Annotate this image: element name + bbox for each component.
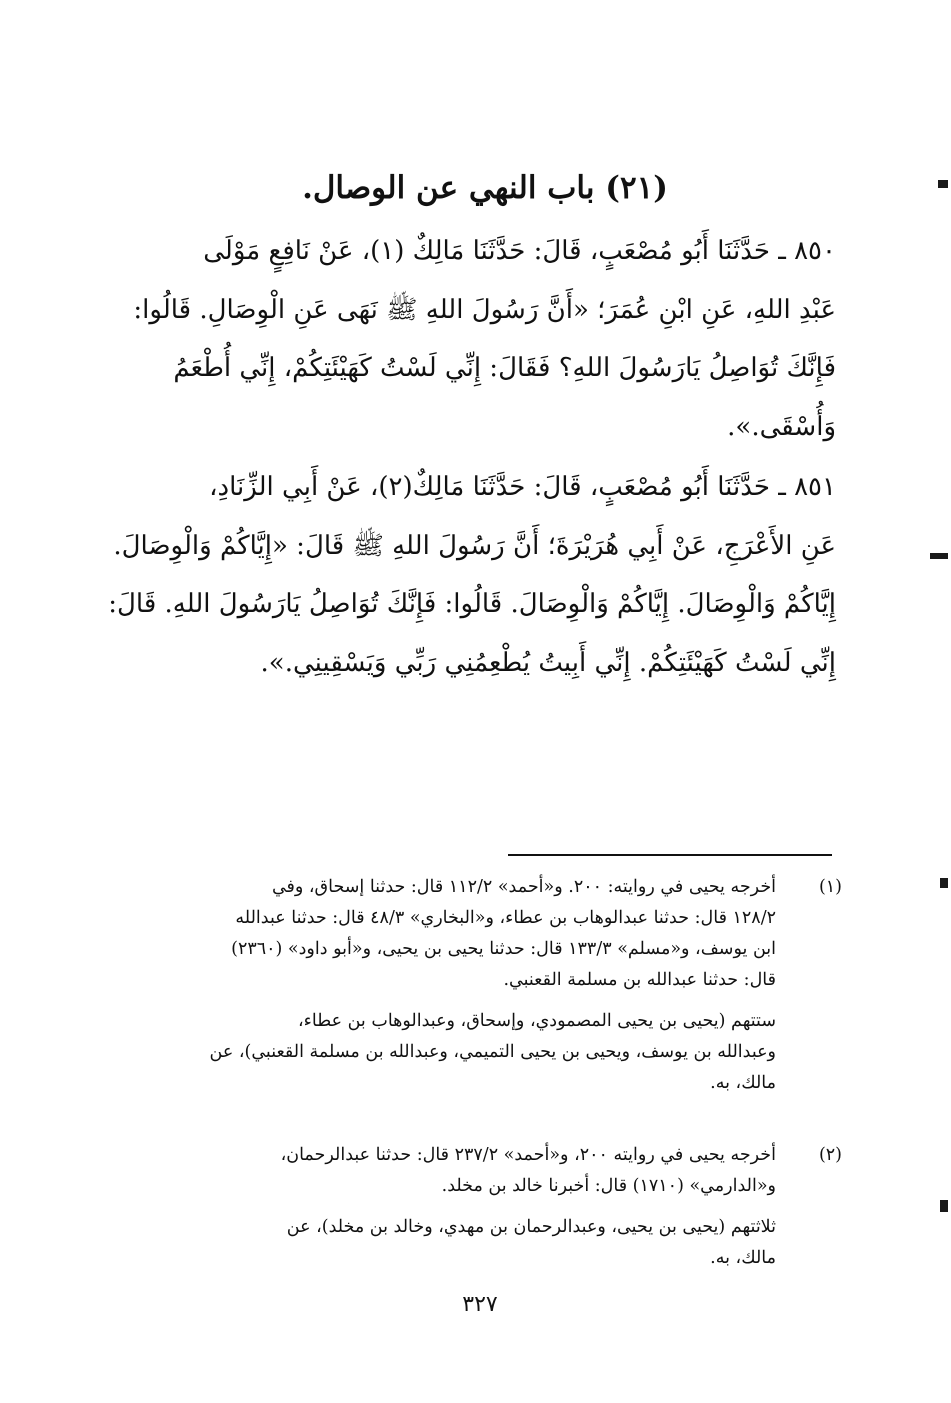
hadith-line: وَأُسْقَى.». (727, 411, 836, 442)
footnote-1 (130, 872, 842, 1099)
footnote-line: مالك، به. (710, 1073, 776, 1093)
footnote-line: ثلاثتهم (يحيى بن يحيى، وعبدالرحمان بن مهدي، وخالد بن مخلد)، عن (286, 1217, 776, 1237)
footnote-body (130, 1140, 776, 1274)
footnote-summary (130, 1212, 776, 1274)
footnote-line: ابن يوسف، و«مسلم» ١٣٣/٣ قال: حدثنا يحيى بن يحيى، و«أبو داود» (٢٣٦٠) (231, 939, 776, 959)
hadith-line: فَإِنَّكَ تُوَاصِلُ يَارَسُولَ اللهِ؟ فَقَالَ: إِنِّي لَسْتُ كَهَيْئَتِكُمْ، إِنِّي أُطْعَمُ (173, 353, 836, 383)
footnote-line: وعبدالله بن يوسف، ويحيى بن يحيى التميمي، وعبدالله بن مسلمة القعنبي)، عن (209, 1042, 776, 1062)
hadith-line: ٨٥١ ـ حَدَّثَنَا أَبُو مُصْعَبٍ، قَالَ: حَدَّثَنَا مَالِكٌ(٢)، عَنْ أَبِي الزِّنَادِ، (209, 472, 836, 502)
footnote-line: ١٢٨/٢ قال: حدثنا عبدالوهاب بن عطاء، و«البخاري» ٤٨/٣ قال: حدثنا عبدالله (235, 908, 776, 928)
hadith-line: إِنِّي لَسْتُ كَهَيْئَتِكُمْ. إِنِّي أَبِيتُ يُطْعِمُنِي رَبِّي وَيَسْقِينِي.». (260, 647, 836, 678)
footnote-body (130, 872, 776, 1099)
hadith-line: عَنِ الأَعْرَجِ، عَنْ أَبِي هُرَيْرَةَ؛ أَنَّ رَسُولَ اللهِ ﷺ قَالَ: «إِيَّاكُمْ وَالْوِصَالَ. (113, 530, 836, 561)
footnote-line: أخرجه يحيى في روايته: ٢٠٠. و«أحمد» ١١٢/٢ قال: حدثنا إسحاق، وفي (271, 877, 776, 897)
footnote-separator (508, 854, 832, 856)
hadith-850 (133, 222, 836, 456)
hadith-851 (108, 458, 836, 692)
hadith-line: ٨٥٠ ـ حَدَّثَنَا أَبُو مُصْعَبٍ، قَالَ: حَدَّثَنَا مَالِكٌ (١)، عَنْ نَافِعٍ مَوْلَى (203, 236, 836, 266)
footnote-number: (١) (818, 877, 842, 897)
footnote-summary (130, 1006, 776, 1099)
page-number: ٣٢٧ (462, 1292, 498, 1317)
footnote-line: أخرجه يحيى في روايته ٢٠٠، و«أحمد» ٢٣٧/٢ قال: حدثنا عبدالرحمان، (280, 1145, 776, 1165)
scan-mark (938, 180, 948, 188)
hadith-line: عَبْدِ اللهِ، عَنِ ابْنِ عُمَرَ؛ «أَنَّ رَسُولَ اللهِ ﷺ نَهَى عَنِ الْوِصَالِ. قَالُوا: (133, 294, 836, 325)
footnote-2 (130, 1140, 842, 1274)
hadith-line: إِيَّاكُمْ وَالْوِصَالَ. إِيَّاكُمْ وَالْوِصَالَ. قَالُوا: فَإِنَّكَ تُوَاصِلُ يَارَسُولَ اللهِ. قَالَ: (108, 589, 836, 619)
footnote-number: (٢) (818, 1145, 842, 1165)
scan-mark (940, 1200, 948, 1212)
footnote-line: ستتهم (يحيى بن يحيى المصمودي، وإسحاق، وعبدالوهاب بن عطاء، (298, 1011, 776, 1031)
footnote-line: قال: حدثنا عبدالله بن مسلمة القعنبي. (503, 970, 776, 990)
scan-mark (940, 878, 948, 888)
scan-mark (930, 553, 948, 559)
footnote-line: و«الدارمي» (١٧١٠) قال: أخبرنا خالد بن مخلد. (441, 1176, 776, 1196)
footnote-line: مالك، به. (710, 1248, 776, 1268)
chapter-heading: (٢١) باب النهي عن الوصال. (302, 170, 668, 206)
